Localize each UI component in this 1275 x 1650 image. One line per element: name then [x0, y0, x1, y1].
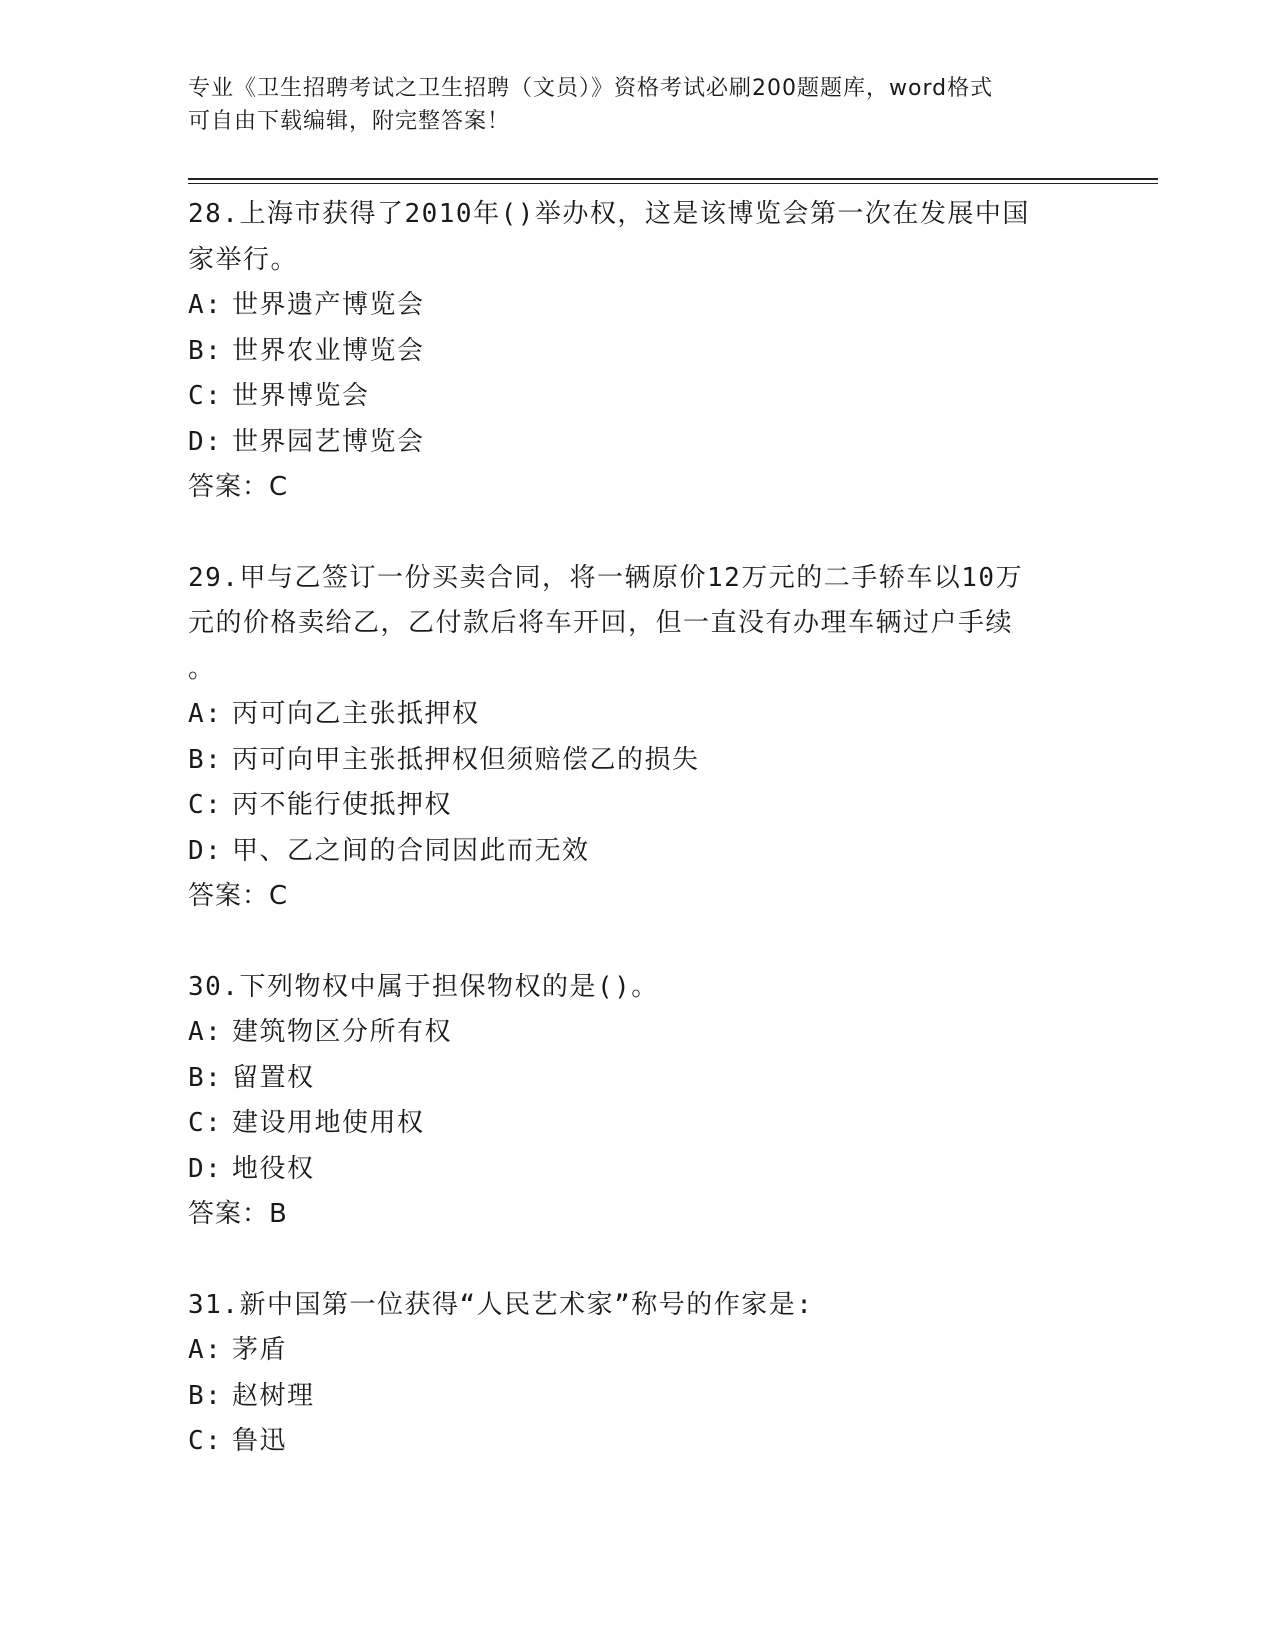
question-list — [188, 192, 1088, 1510]
option-key: C: — [188, 1426, 223, 1456]
option-text: 丙可向甲主张抵押权但须赔偿乙的损失 — [232, 744, 700, 775]
option-key: C: — [188, 1108, 223, 1138]
option-key: D: — [188, 1153, 223, 1184]
option-d — [188, 1147, 1088, 1193]
question-text-line: 28.上海市获得了2010年()举办权，这是该博览会第一次在发展中国 — [188, 199, 1030, 229]
option-key: C: — [188, 790, 223, 820]
option-a — [188, 1010, 1088, 1056]
option-b — [188, 1374, 1088, 1420]
option-a — [188, 283, 1088, 329]
option-key: A: — [188, 699, 223, 729]
option-text: 世界博览会 — [232, 381, 370, 411]
option-c — [188, 1419, 1088, 1465]
option-text: 鲁迅 — [232, 1426, 288, 1456]
option-text: 赵树理 — [232, 1380, 315, 1411]
answer-line: 答案：C — [188, 472, 289, 502]
option-key: C: — [188, 381, 223, 411]
option-key: B: — [188, 1380, 223, 1411]
option-key: A: — [188, 290, 223, 320]
question-text-line: 元的价格卖给乙，乙付款后将车开回，但一直没有办理车辆过户手续 — [188, 608, 1014, 638]
option-text: 丙可向乙主张抵押权 — [232, 699, 480, 729]
option-text: 甲、乙之间的合同因此而无效 — [232, 835, 590, 866]
option-b — [188, 329, 1088, 375]
option-text: 建筑物区分所有权 — [232, 1017, 453, 1047]
question-text-line: 30.下列物权中属于担保物权的是()。 — [188, 971, 659, 1002]
option-key: A: — [188, 1017, 223, 1047]
answer-line: 答案：B — [188, 1199, 288, 1229]
option-key: B: — [188, 744, 223, 775]
header-line-1: 专业《卫生招聘考试之卫生招聘（文员）》资格考试必刷200题题库，word格式 — [188, 76, 994, 101]
option-text: 世界农业博览会 — [232, 335, 425, 366]
option-b — [188, 1056, 1088, 1102]
question-31 — [188, 1283, 1088, 1465]
option-text: 地役权 — [232, 1153, 315, 1184]
question-29 — [188, 556, 1088, 920]
option-text: 世界园艺博览会 — [232, 426, 425, 457]
question-text-line: 31.新中国第一位获得“人民艺术家”称号的作家是: — [188, 1289, 814, 1320]
answer-line: 答案：C — [188, 881, 289, 911]
option-key: D: — [188, 426, 223, 457]
question-text-line: 家举行。 — [188, 244, 299, 275]
option-c — [188, 374, 1088, 420]
option-c — [188, 783, 1088, 829]
option-key: A: — [188, 1335, 223, 1365]
option-c — [188, 1101, 1088, 1147]
question-28 — [188, 192, 1088, 511]
header-divider-thin — [188, 183, 1158, 184]
option-key: B: — [188, 335, 223, 366]
question-30 — [188, 965, 1088, 1238]
option-text: 留置权 — [232, 1062, 315, 1093]
question-text-line: 。 — [188, 653, 216, 684]
option-text: 建设用地使用权 — [232, 1108, 425, 1138]
option-a — [188, 692, 1088, 738]
header-divider-thick — [188, 178, 1158, 180]
header-line-2: 可自由下载编辑，附完整答案！ — [188, 109, 511, 134]
option-d — [188, 829, 1088, 875]
option-d — [188, 420, 1088, 466]
question-text-line: 29.甲与乙签订一份买卖合同，将一辆原价12万元的二手轿车以10万 — [188, 562, 1024, 593]
option-a — [188, 1328, 1088, 1374]
option-b — [188, 738, 1088, 784]
option-key: D: — [188, 835, 223, 866]
option-text: 丙不能行使抵押权 — [232, 790, 453, 820]
option-text: 茅盾 — [232, 1335, 288, 1365]
option-text: 世界遗产博览会 — [232, 290, 425, 320]
option-key: B: — [188, 1062, 223, 1093]
document-header — [188, 72, 1088, 138]
